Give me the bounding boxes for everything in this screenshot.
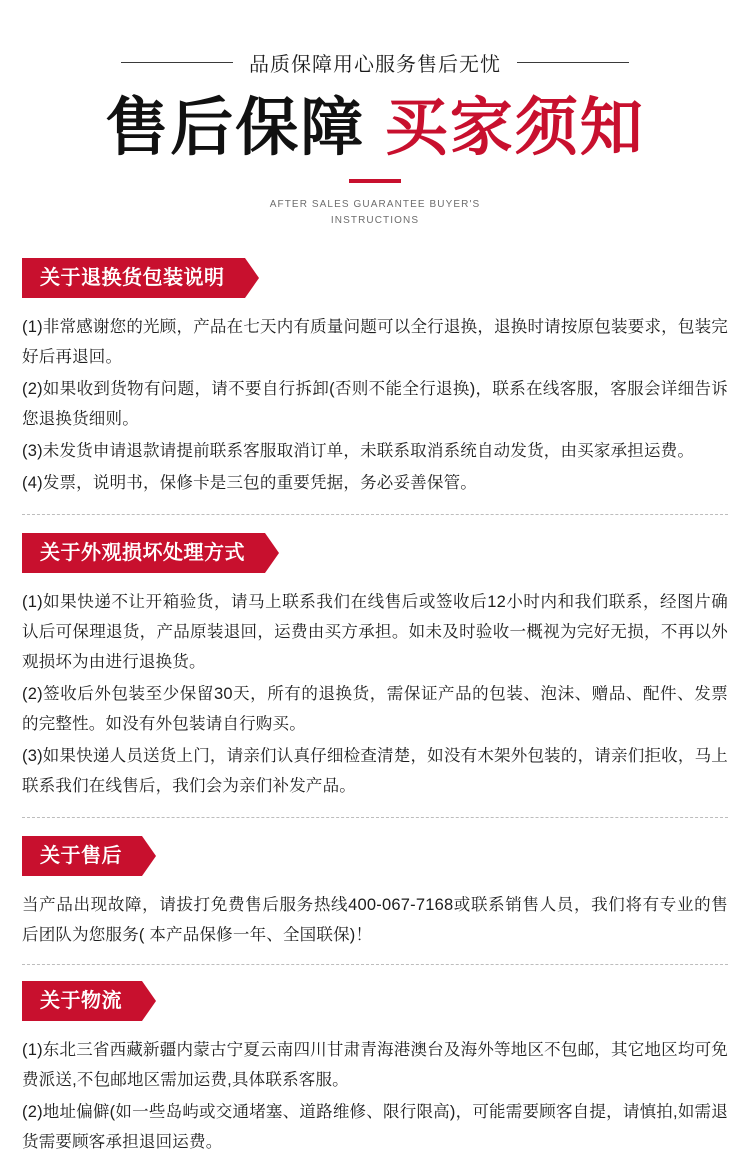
- section-paragraph: (2)地址偏僻(如一些岛屿或交通堵塞、道路维修、限行限高)，可能需要顾客自提，请慎拍,如需退货需要顾客承担退回运费。: [22, 1103, 728, 1152]
- section-divider: [22, 817, 728, 818]
- section-heading: 关于外观损坏处理方式: [22, 533, 265, 573]
- section-after-sales: [22, 836, 728, 950]
- section-logistics: [22, 981, 728, 1157]
- header-english: [0, 197, 750, 228]
- notice-content: [0, 258, 750, 1157]
- section-paragraph: 当产品出现故障，请拔打免费售后服务热线400-067-7168或联系销售人员，我们将有专业的售后团队为您服务( 本产品保修一年、全国联保)！: [22, 896, 728, 945]
- section-paragraph: (1)非常感谢您的光顾，产品在七天内有质量问题可以全行退换，退换时请按原包装要求，包装完好后再退回。: [22, 318, 728, 367]
- page-title-accent: 买家须知: [384, 93, 645, 163]
- section-appearance-damage: [22, 533, 728, 801]
- header-rule-left: [121, 62, 233, 63]
- section-body: [22, 587, 728, 801]
- page-header: [0, 0, 750, 228]
- section-body: [22, 890, 728, 950]
- section-paragraph: (2)如果收到货物有问题，请不要自行拆卸(否则不能全行退换)，联系在线客服，客服会详细告诉您退换货细则。: [22, 380, 728, 429]
- section-paragraph: (4)发票，说明书，保修卡是三包的重要凭据，务必妥善保管。: [22, 474, 477, 493]
- page-title: [0, 95, 750, 161]
- header-subtitle: 品质保障用心服务售后无忧: [249, 54, 501, 76]
- section-heading: 关于退换货包装说明: [22, 258, 245, 298]
- section-body: [22, 1035, 728, 1157]
- section-paragraph: (3)未发货申请退款请提前联系客服取消订单，未联系取消系统自动发货，由买家承担运费。: [22, 442, 695, 461]
- header-rule-right: [517, 62, 629, 63]
- section-body: [22, 312, 728, 498]
- section-paragraph: (2)签收后外包装至少保留30天，所有的退换货，需保证产品的包装、泡沫、赠品、配件、发票的完整性。如没有外包装请自行购买。: [22, 685, 728, 734]
- section-divider: [22, 964, 728, 965]
- section-heading: 关于物流: [22, 981, 142, 1021]
- section-heading: 关于售后: [22, 836, 142, 876]
- page-title-main: 售后保障: [105, 93, 366, 163]
- header-english-line2: INSTRUCTIONS: [330, 214, 420, 226]
- section-paragraph: (1)东北三省西藏新疆内蒙古宁夏云南四川甘肃青海港澳台及海外等地区不包邮，其它地区均可免费派送,不包邮地区需加运费,具体联系客服。: [22, 1041, 728, 1090]
- title-underline-bar: [349, 179, 401, 183]
- section-return-packaging: [22, 258, 728, 498]
- header-subtitle-row: [0, 48, 750, 77]
- section-paragraph: (1)如果快递不让开箱验货，请马上联系我们在线售后或签收后12小时内和我们联系，经图片确认后可保理退货，产品原装退回，运费由买方承担。如未及时验收一概视为完好无损，不再以外观损坏为由进行退换货。: [22, 593, 728, 672]
- header-english-line1: AFTER SALES GUARANTEE BUYER'S: [269, 199, 481, 211]
- section-paragraph: (3)如果快递人员送货上门，请亲们认真仔细检查清楚，如没有木架外包装的，请亲们拒收，马上联系我们在线售后，我们会为亲们补发产品。: [22, 747, 728, 796]
- section-divider: [22, 514, 728, 515]
